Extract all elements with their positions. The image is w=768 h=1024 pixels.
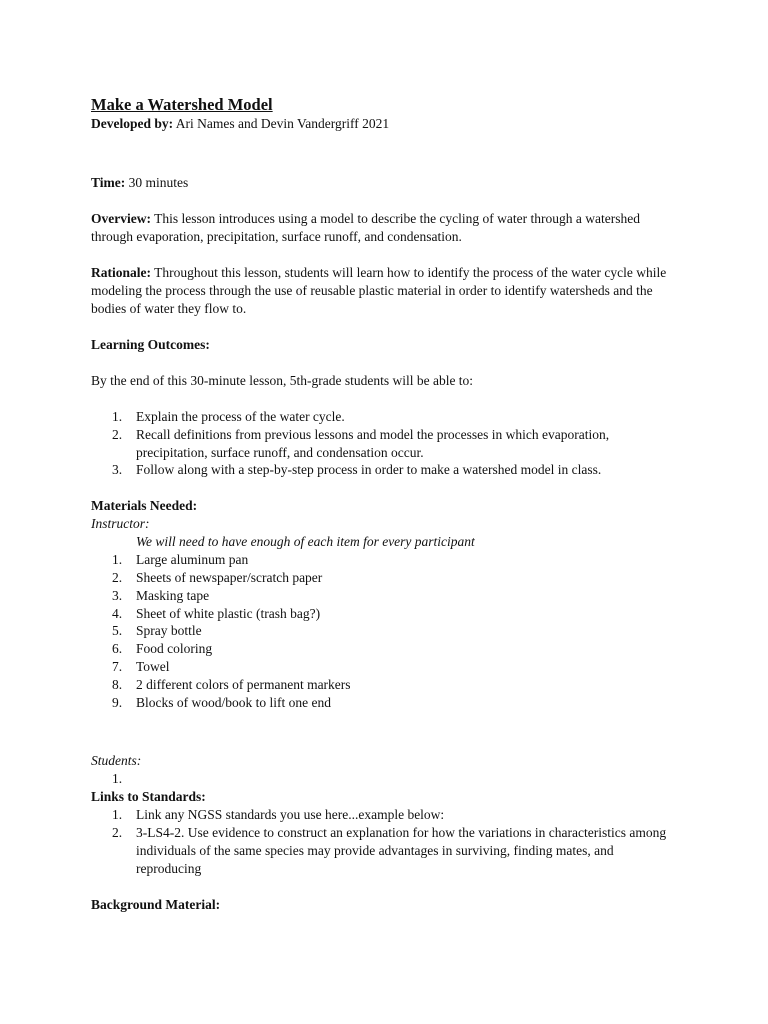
standards-list [91,806,681,877]
list-item: 5. Spray bottle [112,623,202,639]
list-item: 2. 3-LS4-2. Use evidence to construct an explanation for how the variations in characteristics among individuals of the same species may provide advantages in surviving, finding mates, and reproducing [112,825,667,876]
list-item: 2. Recall definitions from previous lessons and model the processes in which evaporation, precipitation, surface runoff, and condensation occur. [112,426,610,460]
developed-by-line [91,115,681,133]
developed-by-value: Ari Names and Devin Vandergriff 2021 [173,116,390,131]
list-item: 3. Masking tape [112,587,210,603]
document-title: Make a Watershed Model [91,95,273,114]
developed-by-label: Developed by: [91,116,174,131]
list-item: 3. Follow along with a step-by-step process in order to make a watershed model in class. [112,462,602,478]
list-item: 1. Large aluminum pan [112,552,249,568]
list-item: 4. Sheet of white plastic (trash bag?) [112,605,321,621]
rationale-text: Throughout this lesson, students will learn how to identify the process of the water cycle while modeling the process through the use of reusable plastic material in order to identify watersheds and the bodies of water they flow to. [91,265,667,316]
background-heading: Background Material: [91,896,221,912]
time-line [91,174,681,192]
list-item: 6. Food coloring [112,641,213,657]
time-value: 30 minutes [125,175,189,190]
students-label: Students: [91,753,142,769]
list-item: 1. Explain the process of the water cycle. [112,409,345,424]
rationale-label: Rationale: [91,265,151,280]
materials-heading: Materials Needed: [91,498,198,514]
list-item: 9. Blocks of wood/book to lift one end [112,694,331,710]
materials-note: We will need to have enough of each item for every participant [136,534,475,550]
standards-heading: Links to Standards: [91,789,206,805]
learning-outcomes-list [91,408,681,479]
instructor-label: Instructor: [91,516,150,532]
list-item: 7. Towel [112,658,170,674]
rationale-paragraph [91,264,681,318]
time-label: Time: [91,175,126,190]
overview-text: This lesson introduces using a model to describe the cycling of water through a watershed through evaporation, precipitation, surface runoff, and condensation. [91,211,640,244]
list-item: 8. 2 different colors of permanent markers [112,676,351,692]
materials-list [91,551,681,711]
overview-paragraph [91,210,681,246]
learning-outcomes-intro: By the end of this 30-minute lesson, 5th-grade students will be able to: [91,373,474,388]
learning-outcomes-heading: Learning Outcomes: [91,337,210,352]
overview-label: Overview: [91,211,151,226]
list-item: 1. Link any NGSS standards you use here...example below: [112,807,445,823]
document-page: Make a Watershed Model Developed by: Ari Names and Devin Vandergriff 2021 Time: 30 minutes Overview: This lesson introduces using a model to describe the cycling of water through a watershed through evaporation, precipitation, surface runoff, and condensation. Rationale: Throughout this lesson, students will learn how to identify the process of the water cycle while modeling the process through the use of reusable plastic material in order to identify watersheds and the bodies of water they flow to. Learning Outcomes: By the end of this 30-minute lesson, 5th-grade students will be able to: 1. Explain the process of the water cycle. 2. Recall definitions from previous lessons and model the processes in which evaporation, precipitation, surface runoff, and condensation occur. 3. Follow along with a step-by-step process in order to make a watershed model in class. Materials Needed: Instructor: We will need to have enough of each item for every participant 1. Large aluminum pan 2. Sheets of newspaper/scratch paper 3. Masking tape 4. Sheet of white plastic (trash bag?) 5. Spray bottle 6. Food coloring 7. Towel 8. 2 different colors of permanent markers 9. Blocks of wood/book to lift one end Students: 1. Links to Standards: 1. Link any NGSS standards you use here...example below: 2. 3-LS4-2. Use evidence to construct an explanation for how the variations in characteristics among individuals of the same species may provide advantages in surviving, finding mates, and reproducing Background Material: [91,95,681,914]
list-item: 2. Sheets of newspaper/scratch paper [112,569,323,585]
